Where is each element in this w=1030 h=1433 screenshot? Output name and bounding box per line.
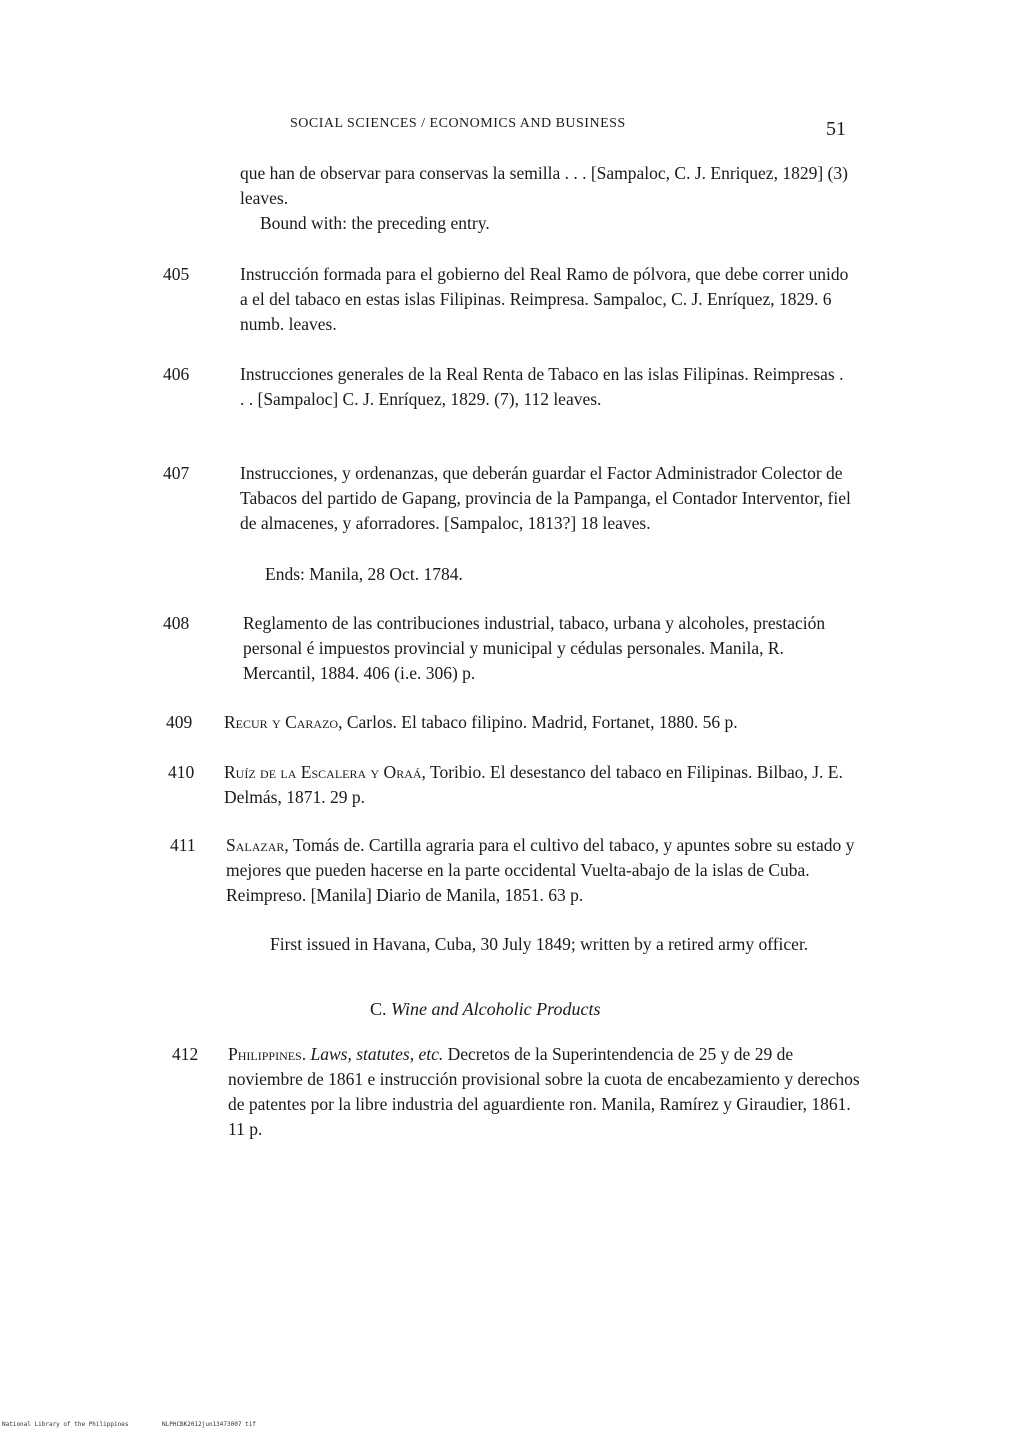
entry-text: Instrucciones generales de la Real Renta de Tabaco en las islas Filipinas. Reimpresas . . . [Sampaloc] C. J. Enríquez, 1829. (7), 112 leaves.: [240, 364, 844, 409]
entry-text: [224, 710, 859, 735]
continuation-entry: [240, 161, 852, 211]
entry-number: 405: [163, 264, 190, 284]
entry-body: Decretos de la Superintendencia de 25 y de 29 de noviembre de 1861 e instrucción provisional sobre la cuota de encabezamiento y derechos de patentes por la libre industria del aguardiente ron. Manila, Ramírez y Giraudier, 1861. 11 p.: [228, 1044, 860, 1139]
entry-text: [228, 1042, 860, 1142]
entry-text: [204, 760, 859, 810]
entry-text: Instrucciones, y ordenanzas, que deberán guardar el Factor Administrador Colector de Tabacos del partido de Gapang, provincia de la Pampanga, el Contador Interventor, fiel de almacenes, y aforradores. [Sampaloc, 1813?] 18 leaves.: [240, 463, 851, 533]
entry-number: 410: [168, 762, 195, 782]
continuation-note: Bound with: the preceding entry.: [260, 213, 490, 233]
section-heading: [370, 999, 601, 1020]
entry-uniform-title: Laws, statutes, etc.: [306, 1044, 444, 1064]
entry-number: 412: [172, 1044, 199, 1064]
entry-number: 411: [170, 835, 196, 855]
entry-text: [226, 833, 859, 908]
entry-number: 406: [163, 364, 190, 384]
entry-author: Philippines.: [228, 1044, 307, 1064]
continuation-text: que han de observar para conservas la semilla . . . [Sampaloc, C. J. Enriquez, 1829] (3) leaves.: [240, 163, 848, 208]
entry-author: Recur y Carazo,: [224, 712, 343, 732]
entry-body: Carlos. El tabaco filipino. Madrid, Fortanet, 1880. 56 p.: [342, 712, 738, 732]
entry-body: Toribio. El desestanco del tabaco en Filipinas. Bilbao, J. E. Delmás, 1871. 29 p.: [224, 762, 843, 807]
running-title: SOCIAL SCIENCES / ECONOMICS AND BUSINESS: [290, 116, 626, 131]
entry-number: 408: [163, 613, 190, 633]
footer-filename: NLPHCBK2012jun13473007 tif: [162, 1421, 256, 1428]
section-letter: C.: [370, 999, 387, 1019]
entry-body: Tomás de. Cartilla agraria para el cultivo del tabaco, y apuntes sobre su estado y mejores que pueden hacerse en la parte occidental Vuelta-abajo de la islas de Cuba. Reimpreso. [Manila] Diario de Manila, 1851. 63 p.: [226, 835, 855, 905]
entry-note: Ends: Manila, 28 Oct. 1784.: [265, 564, 463, 584]
entry-number: 407: [163, 463, 190, 483]
section-title: Wine and Alcoholic Products: [391, 999, 601, 1019]
entry-text: Instrucción formada para el gobierno del Real Ramo de pólvora, que debe correr unido a el del tabaco en estas islas Filipinas. Reimpresa. Sampaloc, C. J. Enríquez, 1829. 6 numb. leaves.: [240, 264, 849, 334]
entry-number: 409: [166, 712, 193, 732]
entry-note: First issued in Havana, Cuba, 30 July 1849; written by a retired army officer.: [270, 934, 809, 954]
page-number: 51: [826, 118, 846, 140]
footer-source: National Library of the Philippines: [2, 1421, 129, 1428]
entry-text: Reglamento de las contribuciones industrial, tabaco, urbana y alcoholes, prestación personal é impuestos provincial y municipal y cédulas personales. Manila, R. Mercantil, 1884. 406 (i.e. 306) p.: [243, 613, 826, 683]
entry-author: Salazar,: [226, 835, 289, 855]
entry-author: Ruíz de la Escalera y Oraá,: [224, 762, 426, 782]
